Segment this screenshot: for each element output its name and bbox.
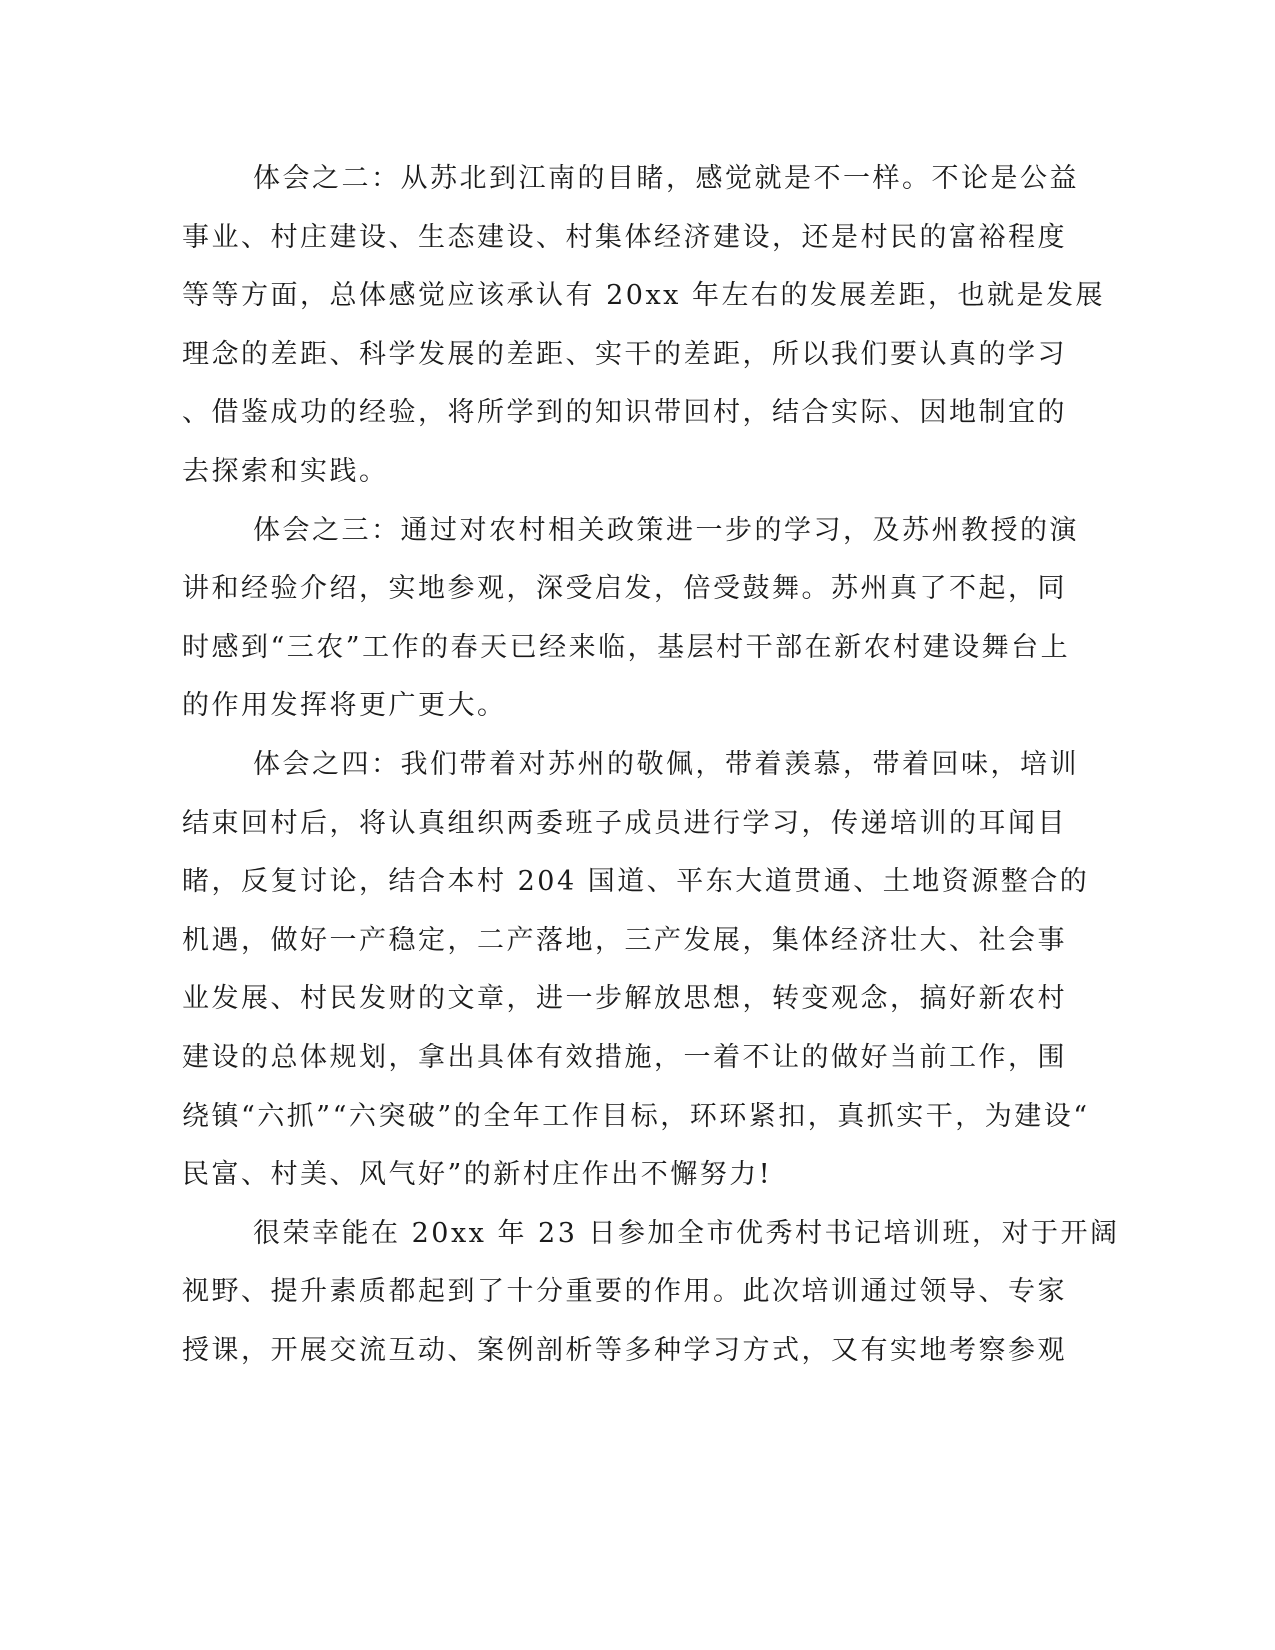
text-line: 的作用发挥将更广更大。 [182, 690, 507, 722]
text-line: 体会之二：从苏北到江南的目睹，感觉就是不一样。不论是公益 [253, 163, 1079, 194]
text-line: 授课，开展交流互动、案例剖析等多种学习方式，又有实地考察参观 [182, 1334, 1067, 1366]
body-text [182, 150, 1120, 1380]
text-line: 去探索和实践。 [182, 455, 389, 487]
text-line: 时感到“三农”工作的春天已经来临，基层村干部在新农村建设舞台上 [182, 631, 1071, 663]
text-line: 结束回村后，将认真组织两委班子成员进行学习，传递培训的耳闻目 [182, 807, 1067, 839]
text-line: 体会之四：我们带着对苏州的敬佩，带着羡慕，带着回味，培训 [253, 748, 1079, 780]
text-line: 业发展、村民发财的文章，进一步解放思想，转变观念，搞好新农村 [182, 983, 1067, 1015]
text-line: 很荣幸能在 20xx 年 23 日参加全市优秀村书记培训班，对于开阔 [253, 1217, 1120, 1249]
paragraph-3 [182, 736, 1090, 1205]
paragraph-4 [182, 1205, 1120, 1381]
text-line: 绕镇“六抓”“六突破”的全年工作目标，环环紧扣，真抓实干，为建设“ [182, 1100, 1090, 1132]
text-line: 讲和经验介绍，实地参观，深受启发，倍受鼓舞。苏州真了不起，同 [182, 573, 1067, 605]
text-line: 、借鉴成功的经验，将所学到的知识带回村，结合实际、因地制宜的 [182, 397, 1067, 429]
text-line: 事业、村庄建设、生态建设、村集体经济建设，还是村民的富裕程度 [182, 221, 1067, 253]
paragraph-1 [182, 150, 1105, 502]
text-line: 视野、提升素质都起到了十分重要的作用。此次培训通过领导、专家 [182, 1276, 1067, 1308]
paragraph-2 [182, 502, 1079, 736]
text-line: 民富、村美、风气好”的新村庄作出不懈努力! [182, 1159, 773, 1191]
text-line: 等等方面，总体感觉应该承认有 20xx 年左右的发展差距，也就是发展 [182, 280, 1105, 312]
text-line: 建设的总体规划，拿出具体有效措施，一着不让的做好当前工作，围 [182, 1041, 1067, 1073]
text-line: 体会之三：通过对农村相关政策进一步的学习，及苏州教授的演 [253, 514, 1079, 546]
text-line: 机遇，做好一产稳定，二产落地，三产发展，集体经济壮大、社会事 [182, 924, 1067, 956]
text-line: 理念的差距、科学发展的差距、实干的差距，所以我们要认真的学习 [182, 338, 1067, 370]
text-line: 睹，反复讨论，结合本村 204 国道、平东大道贯通、土地资源整合的 [182, 866, 1090, 898]
